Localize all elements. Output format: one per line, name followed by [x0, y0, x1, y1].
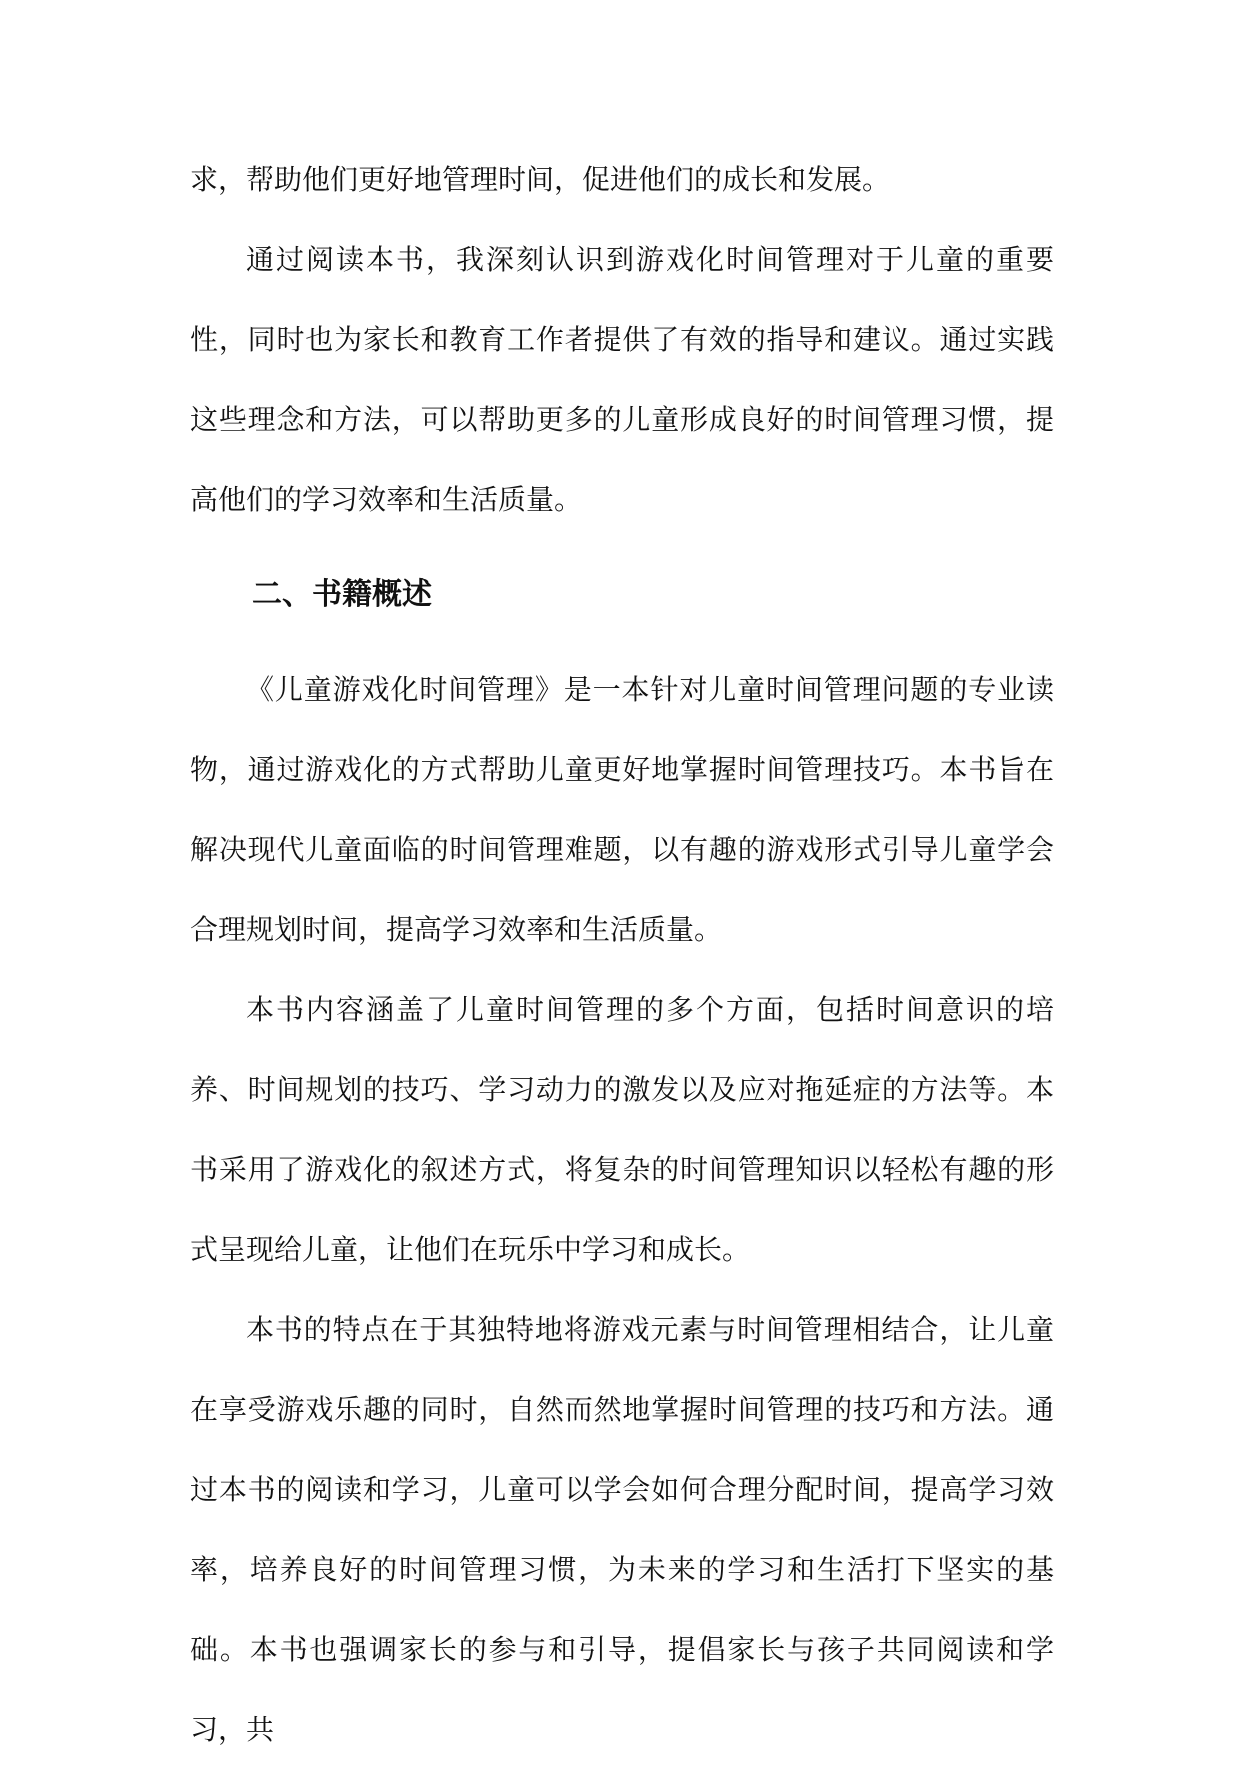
book-intro-paragraph: 《儿童游戏化时间管理》是一本针对儿童时间管理问题的专业读物，通过游戏化的方式帮助儿童更好地掌握时间管理技巧。本书旨在解决现代儿童面临的时间管理难题，以有趣的游戏形式引导儿童学会合理规划时间，提高学习效率和生活质量。	[190, 673, 1054, 946]
book-content-paragraph: 本书内容涵盖了儿童时间管理的多个方面，包括时间意识的培养、时间规划的技巧、学习动力的激发以及应对拖延症的方法等。本书采用了游戏化的叙述方式，将复杂的时间管理知识以轻松有趣的形式呈现给儿童，让他们在玩乐中学习和成长。	[190, 993, 1054, 1266]
continued-paragraph: 求，帮助他们更好地管理时间，促进他们的成长和发展。	[190, 163, 891, 196]
document-body	[190, 140, 1054, 1770]
book-features-paragraph: 本书的特点在于其独特地将游戏元素与时间管理相结合，让儿童在享受游戏乐趣的同时，自然而然地掌握时间管理的技巧和方法。通过本书的阅读和学习，儿童可以学会如何合理分配时间，提高学习效率，培养良好的时间管理习惯，为未来的学习和生活打下坚实的基础。本书也强调家长的参与和引导，提倡家长与孩子共同阅读和学习，共	[190, 1313, 1054, 1746]
section-heading: 二、书籍概述	[252, 577, 432, 612]
reading-reflection-paragraph: 通过阅读本书，我深刻认识到游戏化时间管理对于儿童的重要性，同时也为家长和教育工作者提供了有效的指导和建议。通过实践这些理念和方法，可以帮助更多的儿童形成良好的时间管理习惯，提高他们的学习效率和生活质量。	[190, 243, 1054, 516]
